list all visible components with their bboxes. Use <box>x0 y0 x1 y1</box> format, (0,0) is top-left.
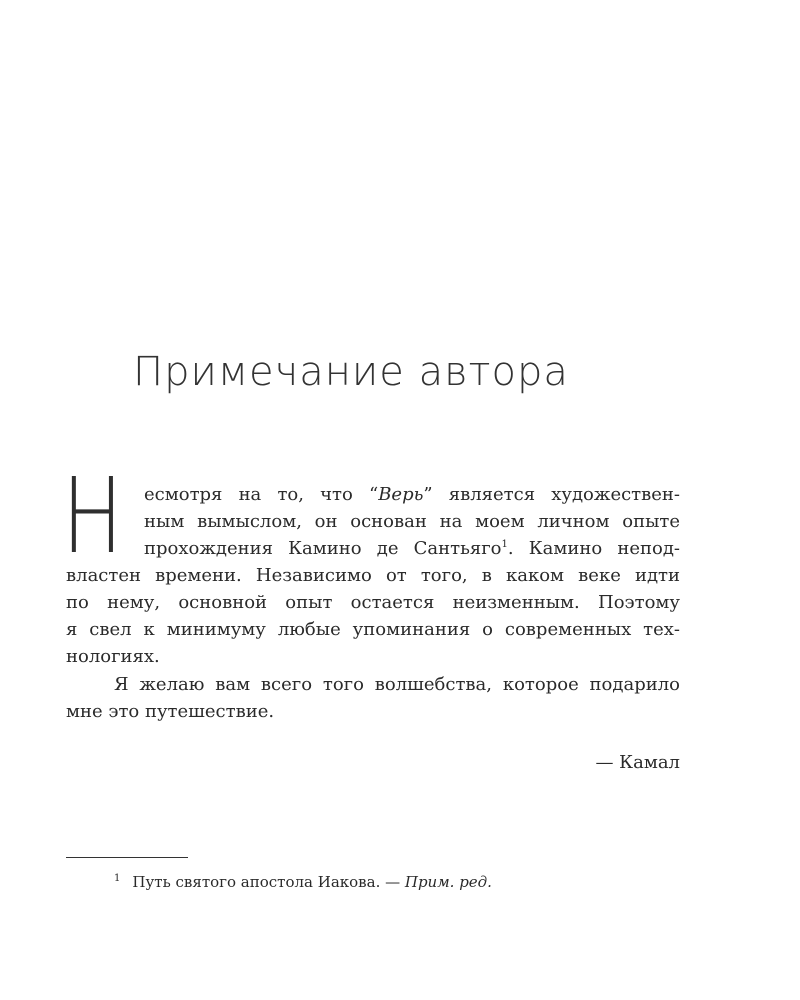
page-title: Примечание автора <box>133 349 569 395</box>
text-line: ным вымыслом, он основан на моем личном опыте <box>144 511 680 532</box>
text-line: мне это путешествие. <box>66 701 275 722</box>
footnote <box>114 867 492 894</box>
book-title-italic: Верь <box>378 484 424 505</box>
paragraph-1-opening <box>66 481 680 562</box>
text-line: прохождения Камино де Сантьяго$^1$. Камино непод- <box>144 538 681 559</box>
text-line: властен времени. Независимо от того, в каком веке идти <box>66 565 680 586</box>
footnote-reference: 1 <box>501 539 508 550</box>
footnote-editor-note: Прим. ред. <box>404 873 492 891</box>
text-line: по нему, основной опыт остается неизменным. Поэтому <box>66 592 680 613</box>
drop-cap-letter: Н <box>62 455 123 577</box>
footnote-number: 1 <box>114 873 121 884</box>
paragraph-2 <box>66 671 680 725</box>
text-line: я свел к минимуму любые упоминания о современных тех- <box>66 619 680 640</box>
text-line: есмотря на то, что “Верь” является художествен- <box>144 484 681 505</box>
text-line: нологиях. <box>66 646 160 667</box>
footnote-text: Путь святого апостола Иакова. — <box>132 873 405 891</box>
text-line: Я желаю вам всего того волшебства, которое подарило <box>114 674 680 695</box>
footnote-divider <box>66 857 188 858</box>
author-signature: — Камал <box>595 752 680 773</box>
paragraph-1-continued <box>66 562 680 670</box>
